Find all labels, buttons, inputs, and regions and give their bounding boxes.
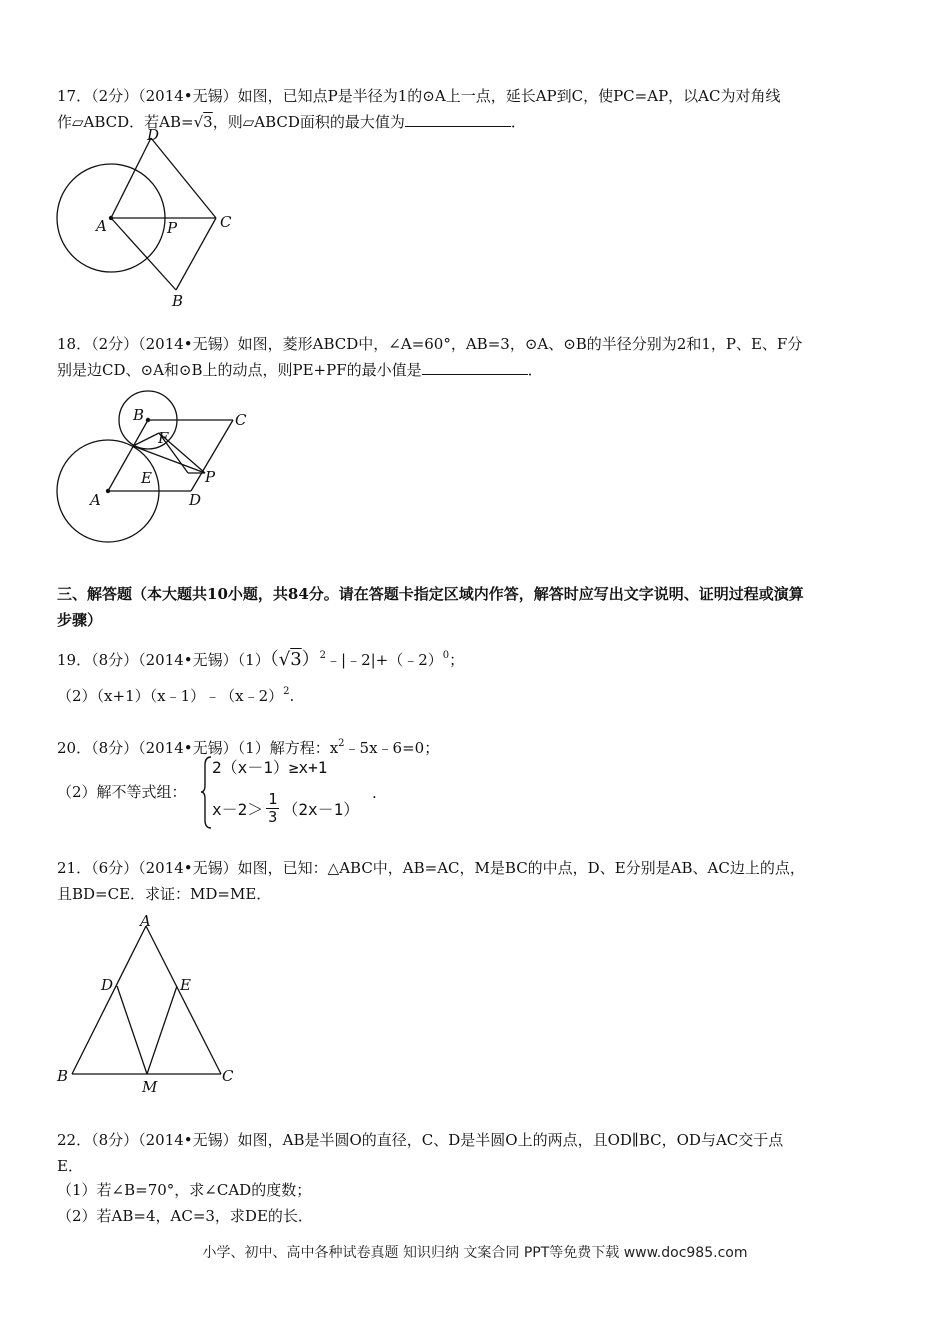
q20-end: . [372, 784, 377, 802]
q19-paren: （√3） [269, 649, 320, 670]
answer-blank[interactable] [422, 360, 528, 375]
label-B: B [133, 406, 145, 424]
sqrt-sign: √3 [193, 113, 213, 131]
q22-line2: E． [57, 1157, 83, 1175]
label-D: D [189, 491, 202, 509]
q20-line1-pre: 20．（8分）（2014•无锡）（1）解方程：x [57, 739, 339, 757]
q18-figure [50, 384, 280, 549]
section3-heading-line1: 三、解答题（本大题共10小题，共84分。请在答题卡指定区域内作答，解答时应写出文字说明、证明过程或演算 [57, 585, 804, 603]
inequality-2 [212, 791, 359, 826]
q19-line2-end: . [289, 687, 295, 705]
q21-line2: 且BD=CE．求证：MD=ME． [57, 885, 272, 903]
q17-line2-pre: 作▱ABCD．若AB= [57, 113, 194, 131]
label-C: C [222, 1067, 234, 1085]
q20-line2: （2）解不等式组： [57, 783, 187, 801]
q19-line1-post: ﹣|﹣2|+（﹣2） [326, 651, 443, 669]
q17-line2-post: ，则▱ABCD面积的最大值为 [212, 113, 405, 131]
label-P: P [167, 219, 178, 237]
label-D: D [101, 976, 114, 994]
label-A: A [90, 491, 101, 509]
q20-line1-post: ﹣5x﹣6=0； [344, 739, 440, 757]
q19-exp2: 0 [442, 650, 450, 661]
q17-line2-end: ． [510, 113, 526, 131]
section3-heading-line2: 步骤） [57, 611, 103, 629]
label-D: D [147, 128, 160, 144]
q17-radicand: 3 [203, 113, 213, 131]
q18-line1: 18．（2分）（2014•无锡）如图，菱形ABCD中，∠A=60°，AB=3，⊙A、⊙B的半径分别为2和1，P、E、F分 [57, 335, 803, 353]
q22-line3: （1）若∠B=70°，求∠CAD的度数； [57, 1181, 312, 1199]
fraction [266, 791, 279, 826]
page-footer: 小学、初中、高中各种试卷真题 知识归纳 文案合同 PPT等免费下载 www.doc985.com [202, 1245, 748, 1261]
fraction-denominator: 3 [268, 808, 278, 826]
q22-line4: （2）若AB=4，AC=3，求DE的长． [57, 1207, 313, 1225]
label-A: A [140, 912, 151, 930]
q18-line2 [57, 360, 543, 380]
label-C: C [220, 213, 232, 231]
q17-line1: 17．（2分）（2014•无锡）如图，已知点P是半径为1的⊙A上一点，延长AP到C，使PC=AP，以AC为对角线 [57, 87, 781, 105]
answer-blank[interactable] [405, 112, 511, 127]
label-A: A [96, 217, 107, 235]
q19-radicand: 3 [290, 649, 302, 670]
label-E: E [180, 976, 191, 994]
q19-line1-end: ； [449, 651, 465, 669]
q19-line1-pre: 19．（8分）（2014•无锡）（1） [57, 651, 270, 669]
q19-line2-exp: 2 [283, 686, 290, 697]
q18-line2-end: ． [527, 361, 543, 379]
label-F: F [158, 429, 169, 447]
label-P: P [205, 468, 216, 486]
ineq2-post: （2x－1） [282, 800, 360, 819]
inequality-system [200, 755, 400, 830]
q19-line1 [57, 646, 464, 670]
q18-line2-text: 别是边CD、⊙A和⊙B上的动点，则PE+PF的最小值是 [57, 361, 422, 379]
label-M: M [142, 1078, 158, 1096]
q19-exp: 2 [319, 650, 327, 661]
fraction-numerator: 1 [268, 790, 278, 808]
q20-exp: 2 [338, 738, 345, 749]
label-C: C [235, 411, 247, 429]
q19-line2 [57, 682, 294, 706]
q22-line1: 22．（8分）（2014•无锡）如图，AB是半圆O的直径，C、D是半圆O上的两点，且OD∥BC，OD与AC交于点 [57, 1131, 784, 1149]
ineq2-pre: x－2＞ [212, 800, 264, 819]
label-B: B [172, 292, 184, 310]
q21-figure [50, 906, 250, 1098]
q17-figure [50, 128, 250, 310]
label-E: E [141, 469, 152, 487]
label-B: B [57, 1067, 69, 1085]
inequality-1: 2（x－1）≥x+1 [212, 758, 328, 777]
q19-line2-text: （2）（x+1）（x﹣1）﹣（x﹣2） [57, 687, 284, 705]
q21-line1: 21．（6分）（2014•无锡）如图，已知：△ABC中，AB=AC，M是BC的中点，D、E分别是AB、AC边上的点， [57, 859, 805, 877]
